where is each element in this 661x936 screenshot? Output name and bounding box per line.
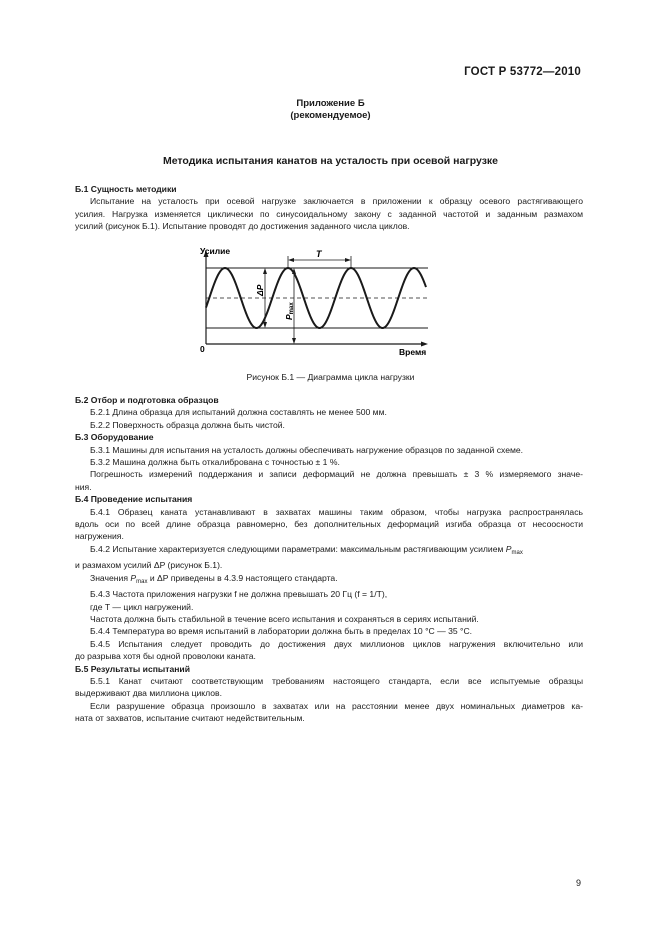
delta-p-arrow-bottom: [263, 322, 267, 328]
b5-2-line-1: Если разрушение образца произошло в захватах или на расстоянии менее двух номинальных диаметров ка-: [90, 700, 583, 711]
annex-heading: [0, 98, 661, 122]
b4-3-where: где T — цикл нагружений.: [90, 601, 194, 612]
b4-2-pmax-subscript: max: [511, 549, 523, 556]
b1-paragraph-line-3: усилий (рисунок Б.1). Испытание проводят до достижения заданного числа циклов.: [75, 221, 410, 232]
b3-1-text: Б.3.1 Машины для испытания на усталость должны обеспечивать нагружение образцов по заданной схеме.: [90, 444, 524, 455]
b3-accuracy-line-1: Погрешность измерений поддержания и записи деформаций не должна превышать ± 3 % измеряемого значе-: [90, 469, 583, 480]
x-axis-label: Время: [399, 347, 427, 357]
load-sine-wave: [206, 268, 426, 328]
pmax-arrow-bottom: [292, 338, 296, 344]
sections-b2-b5: [75, 394, 583, 725]
b4-values-pre: Значения: [90, 572, 131, 583]
b4-values-pmax-symbol: P: [130, 572, 137, 583]
load-cycle-diagram: [196, 244, 436, 362]
section-b3-heading: Б.3 Оборудование: [75, 432, 154, 443]
period-arrow-left: [288, 258, 294, 262]
b1-paragraph-line-2: усилия. Нагрузка изменяется циклически по синусоидальному закону с заданной частотой и заданным размахом: [75, 208, 583, 219]
b4-values-post: и ΔP приведены в 4.3.9 настоящего стандарта.: [147, 572, 338, 583]
b4-1-line-2: вдоль оси по всей длине образца равномерно, без дополнительных деформаций изгиба образца от несоосности: [75, 519, 583, 530]
section-b1: [75, 183, 583, 233]
pmax-subscript: max: [289, 302, 295, 315]
b4-2-values-line: [75, 572, 583, 588]
figure-caption: Рисунок Б.1 — Диаграмма цикла нагрузки: [246, 372, 415, 382]
section-b2-heading: Б.2 Отбор и подготовка образцов: [75, 395, 219, 405]
annex-label: Приложение Б: [296, 98, 365, 109]
b2-1-text: Б.2.1 Длина образца для испытаний должна составлять не менее 500 мм.: [90, 407, 387, 418]
b4-2-pmax-symbol: P: [505, 543, 512, 554]
x-axis-arrow: [421, 342, 428, 347]
b4-4-text: Б.4.4 Температура во время испытаний в лаборатории должна быть в пределах 10 °С — 35 °С.: [90, 626, 473, 637]
b4-1-line-3: нагружения.: [75, 531, 124, 542]
section-b4-heading: Б.4 Проведение испытания: [75, 494, 193, 505]
b4-1-line-1: Б.4.1 Образец каната устанавливают в захватах машины таким образом, чтобы нагрузка распространялась: [90, 506, 583, 517]
pmax-label: [284, 302, 295, 320]
section-b5-heading: Б.5 Результаты испытаний: [75, 663, 190, 674]
period-arrow-right: [345, 258, 351, 262]
delta-p-label: ΔP: [255, 284, 265, 296]
b3-2-text: Б.3.2 Машина должна быть откалибрована с точностью ± 1 %.: [90, 457, 340, 468]
standard-number: ГОСТ Р 53772—2010: [464, 66, 581, 78]
b1-paragraph-line-1: Испытание на усталость при осевой нагрузке заключается в приложении к образцу осевого растягивающего: [90, 196, 583, 207]
y-axis-label: Усилие: [200, 246, 231, 256]
delta-p-arrow-top: [263, 268, 267, 274]
figure-load-cycle: [196, 244, 436, 367]
b5-1-line-2: выдерживают два миллиона циклов.: [75, 688, 222, 699]
b2-2-text: Б.2.2 Поверхность образца должна быть чистой.: [90, 419, 285, 430]
annex-title: Методика испытания канатов на усталость при осевой нагрузке: [162, 155, 499, 167]
b4-3-text: Б.4.3 Частота приложения нагрузки f не должна превышать 20 Гц (f = 1/T),: [90, 589, 388, 600]
period-label: T: [316, 249, 322, 259]
b4-2-text: Б.4.2 Испытание характеризуется следующими параметрами: максимальным растягивающим усилием: [90, 543, 506, 554]
b5-2-line-2: ната от захватов, испытание считают недействительным.: [75, 713, 305, 724]
pmax-symbol: P: [284, 314, 294, 320]
b5-1-line-1: Б.5.1 Канат считают соответствующим требованиям настоящего стандарта, если все испытуемые образцы: [90, 675, 583, 686]
origin-label: 0: [200, 344, 205, 354]
b4-values-pmax-subscript: max: [136, 578, 148, 585]
section-b1-heading: Б.1 Сущность методики: [75, 184, 177, 194]
b4-5-line-1: Б.4.5 Испытания следует проводить до достижения двух миллионов циклов нагружения включительно или: [90, 638, 583, 649]
page-number: 9: [575, 878, 581, 888]
annex-status: (рекомендуемое): [290, 110, 371, 121]
b4-3-stability: Частота должна быть стабильной в течение всего испытания и сохраняться в сериях испытаний.: [90, 613, 479, 624]
b3-accuracy-line-2: ния.: [75, 481, 92, 492]
b4-2-line-2: и размахом усилий ΔP (рисунок Б.1).: [75, 560, 223, 571]
b4-5-line-2: до разрыва хотя бы одной проволоки каната.: [75, 651, 256, 662]
b4-2-line-1: [75, 543, 583, 559]
